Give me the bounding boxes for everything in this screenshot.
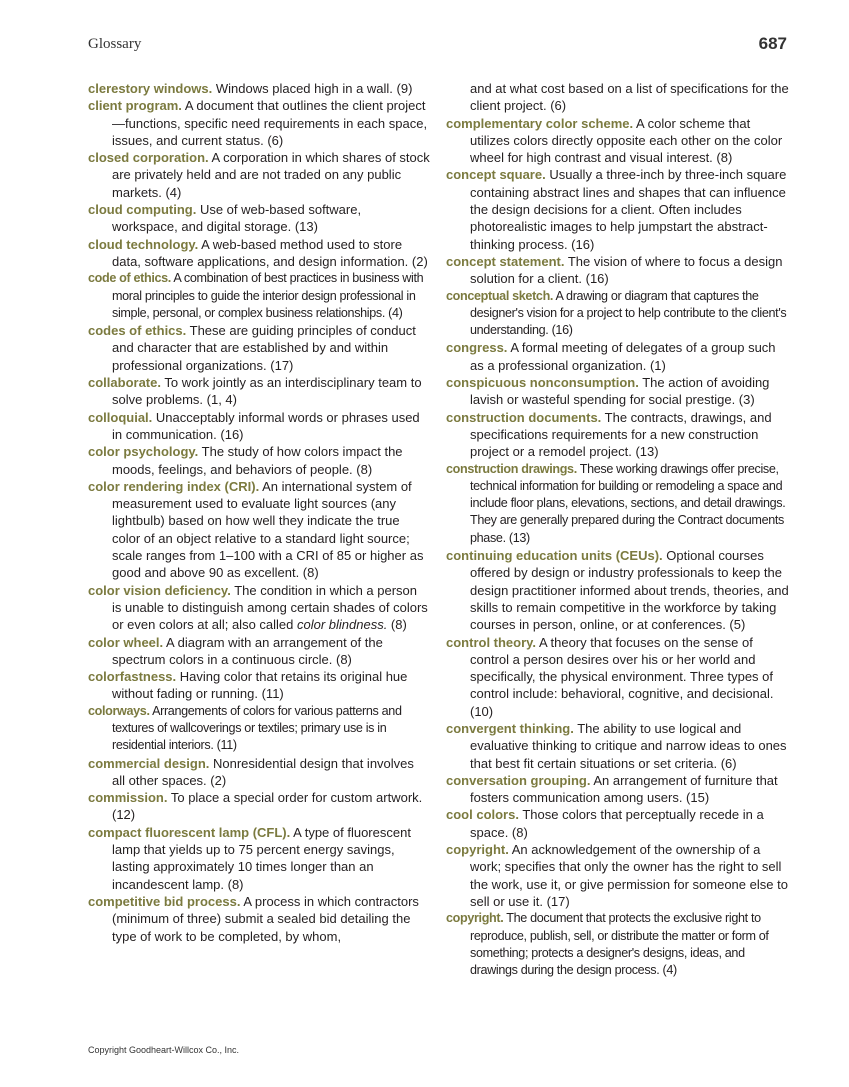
glossary-term: colorways. <box>88 703 150 718</box>
glossary-definition: The action of avoiding lavish or wasteful spending for social prestige. (3) <box>470 375 770 408</box>
glossary-definition: The document that protects the exclusive right to reproduce, publish, sell, or distribute the matter or form of something; protects a designer's designs, ideas, and drawings during the design process. (4) <box>470 911 769 978</box>
glossary-term: copyright. <box>446 911 504 926</box>
glossary-entry <box>88 634 430 669</box>
glossary-entry <box>88 374 430 409</box>
glossary-entry <box>88 149 430 201</box>
glossary-definition: An acknowledgement of the ownership of a work; specifies that only the owner has the right to sell the work, use it, or give permission for someone else to sell or use it. (17) <box>470 842 788 909</box>
glossary-term: cloud computing. <box>88 202 197 218</box>
glossary-entry <box>88 668 430 703</box>
glossary-term: colloquial. <box>88 409 153 425</box>
glossary-term: congress. <box>446 340 508 356</box>
glossary-definition: A formal meeting of delegates of a group such as a professional organization. (1) <box>470 340 776 373</box>
glossary-definition: A color scheme that utilizes colors directly opposite each other on the color wheel for high contrast and visual interest. (8) <box>470 115 783 166</box>
glossary-definition: The study of how colors impact the moods, feelings, and behaviors of people. (8) <box>112 444 403 477</box>
glossary-entry <box>88 443 430 478</box>
glossary-term: concept square. <box>446 167 546 183</box>
glossary-term: code of ethics. <box>88 271 171 286</box>
glossary-term: color vision deficiency. <box>88 582 231 598</box>
glossary-entry <box>88 703 430 755</box>
glossary-entry <box>88 582 430 634</box>
glossary-term: construction documents. <box>446 409 602 425</box>
glossary-entry <box>446 409 791 461</box>
glossary-entry <box>88 893 430 945</box>
glossary-definition: A document that outlines the client project—functions, specific need requirements in each space, issues, and current status. (6) <box>112 98 428 148</box>
glossary-term: construction drawings. <box>446 461 577 476</box>
glossary-entry <box>446 80 791 115</box>
glossary-term: copyright. <box>446 842 509 858</box>
glossary-term: commission. <box>88 790 168 806</box>
glossary-definition: Having color that retains its original hue without fading or running. (11) <box>112 669 408 702</box>
glossary-entry <box>446 339 791 374</box>
glossary-entry <box>446 806 791 841</box>
glossary-term: concept statement. <box>446 253 565 269</box>
glossary-term: conspicuous nonconsumption. <box>446 375 639 391</box>
glossary-term: color rendering index (CRI). <box>88 478 260 494</box>
glossary-definition: A type of fluorescent lamp that yields up to 75 percent energy savings, lasting approximately 10 times longer than an incandescent lamp. (8) <box>112 824 411 892</box>
glossary-definition: Use of web-based software, workspace, and digital storage. (13) <box>112 202 362 235</box>
glossary-definition: Nonresidential design that involves all other spaces. (2) <box>112 755 414 788</box>
glossary-term: cloud technology. <box>88 236 199 252</box>
glossary-column-right <box>446 80 791 979</box>
glossary-definition: A web-based method used to store data, software applications, and design information. (2) <box>112 236 428 269</box>
glossary-entry <box>88 322 430 374</box>
glossary-definition: An arrangement of furniture that fosters communication among users. (15) <box>470 772 778 806</box>
glossary-entry <box>446 461 791 547</box>
glossary-term: colorfastness. <box>88 669 177 685</box>
glossary-entry <box>88 478 430 582</box>
glossary-term: complementary color scheme. <box>446 115 634 131</box>
glossary-definition: Arrangements of colors for various patterns and textures of wallcoverings or textiles; primary use is in residential interiors. (11) <box>112 703 402 753</box>
glossary-entry <box>88 80 430 97</box>
glossary-term: commercial design. <box>88 755 210 771</box>
glossary-definition: A combination of best practices in business with moral principles to guide the interior design professional in simple, personal, or complex business relationships. (4) <box>112 271 424 320</box>
glossary-entry <box>446 288 791 340</box>
glossary-definition: Optional courses offered by design or industry professionals to keep the design practitioner informed about trends, theories, and skills to remain competitive in the workforce by taking courses in person, online, or at conferences. (5) <box>470 548 789 633</box>
glossary-term: collaborate. <box>88 375 161 391</box>
glossary-term: client program. <box>88 98 182 114</box>
glossary-entry <box>446 253 791 288</box>
glossary-definition: Unacceptably informal words or phrases used in communication. (16) <box>112 409 420 442</box>
glossary-term: competitive bid process. <box>88 893 241 909</box>
running-header-title: Glossary <box>88 36 142 52</box>
glossary-definition: A theory that focuses on the sense of control a person desires over his or her world and specifically, the physical environment. Three types of control include: behavioral, cognitive, and decisional. (10) <box>470 634 774 719</box>
glossary-term: cool colors. <box>446 807 519 823</box>
glossary-entry <box>446 634 791 720</box>
glossary-entry <box>446 547 791 633</box>
glossary-term: closed corporation. <box>88 150 209 166</box>
glossary-term: conceptual sketch. <box>446 288 554 303</box>
glossary-definition: To work jointly as an interdisciplinary team to solve problems. (1, 4) <box>112 375 422 408</box>
glossary-definition: Those colors that perceptually recede in a space. (8) <box>470 807 764 840</box>
glossary-entry <box>446 772 791 807</box>
glossary-definition: The contracts, drawings, and specifications requirements for a new construction project or a remodel project. (13) <box>470 409 772 460</box>
glossary-term: color psychology. <box>88 444 199 460</box>
glossary-entry <box>88 755 430 790</box>
glossary-term: convergent thinking. <box>446 720 574 736</box>
copyright-footer: Copyright Goodheart-Willcox Co., Inc. <box>88 1045 240 1055</box>
glossary-column-left <box>88 80 430 945</box>
glossary-entry <box>88 824 430 893</box>
glossary-definition: A diagram with an arrangement of the spectrum colors in a continuous circle. (8) <box>112 634 383 667</box>
glossary-entry <box>446 115 791 167</box>
glossary-term: conversation grouping. <box>446 772 591 788</box>
glossary-term: color wheel. <box>88 634 164 650</box>
glossary-entry <box>446 720 791 772</box>
glossary-term: control theory. <box>446 634 537 650</box>
italic-term: color blindness. <box>296 617 388 633</box>
glossary-entry <box>446 910 791 979</box>
glossary-entry <box>446 841 791 910</box>
glossary-definition: These are guiding principles of conduct and character that are established by and within professional organizations. (17) <box>112 323 416 373</box>
glossary-entry <box>446 166 791 252</box>
glossary-entry <box>88 201 430 236</box>
glossary-entry <box>88 236 430 271</box>
glossary-entry <box>88 270 430 322</box>
glossary-definition: A process in which contractors (minimum of three) submit a sealed bid detailing the type of work to be completed, by whom, <box>112 893 419 944</box>
glossary-entry <box>88 409 430 444</box>
glossary-definition: The condition in which a person is unable to distinguish among certain shades of colors or even colors at all; also called <box>112 582 428 633</box>
glossary-definition: These working drawings offer precise, technical information for building or remodeling a space and include floor plans, elevations, sections, and detail drawings. They are generally prepared during the Contract documents phase. (13) <box>470 461 786 545</box>
glossary-definition: and at what cost based on a list of specifications for the client project. (6) <box>470 81 789 114</box>
glossary-definition: A drawing or diagram that captures the designer's vision for a project to help contribute to the client's understanding. (16) <box>470 288 787 338</box>
chapter-reference: (8) <box>387 617 407 633</box>
glossary-definition: Usually a three-inch by three-inch square containing abstract lines and shapes that can influence the design decisions for a client. Often includes photorealistic images to help jumpstart the abstract-thinking process. (16) <box>470 167 787 252</box>
glossary-term: clerestory windows. <box>88 81 213 96</box>
glossary-definition: A corporation in which shares of stock are privately held and are not traded on any public markets. (4) <box>112 150 430 200</box>
glossary-entry <box>446 374 791 409</box>
glossary-definition: An international system of measurement used to evaluate light sources (any lightbulb) based on how well they indicate the true color of an object relative to a standard light source; scale ranges from 1–100 with a CRI of 85 or higher as good and above 90 as excellent. (8) <box>112 478 424 581</box>
glossary-entry <box>88 97 430 149</box>
glossary-definition: To place a special order for custom artwork. (12) <box>112 790 423 823</box>
glossary-term: codes of ethics. <box>88 323 187 339</box>
glossary-definition: Windows placed high in a wall. (9) <box>212 81 413 96</box>
glossary-definition: The vision of where to focus a design solution for a client. (16) <box>470 253 783 287</box>
glossary-definition: The ability to use logical and evaluative thinking to critique and narrow ideas to ones that best fit certain situations or set criteria. (6) <box>470 720 787 771</box>
glossary-term: continuing education units (CEUs). <box>446 548 663 564</box>
page-number: 687 <box>758 34 787 53</box>
glossary-entry <box>88 789 430 824</box>
glossary-term: compact fluorescent lamp (CFL). <box>88 824 291 840</box>
